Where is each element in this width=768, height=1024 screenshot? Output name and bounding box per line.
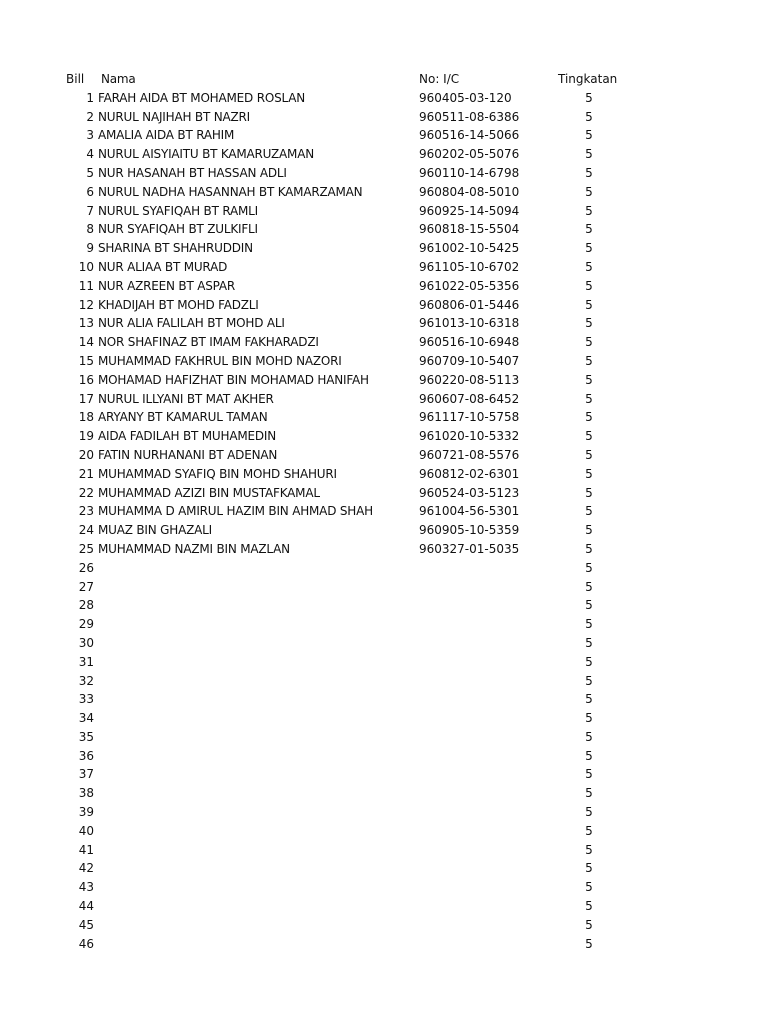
nama-cell: NUR ALIAA BT MURAD: [98, 259, 228, 274]
tingkatan-cell: 5: [585, 410, 593, 425]
ic-cell: 960516-14-5066: [419, 128, 520, 143]
nama-cell: NURUL NAJIHAH BT NAZRI: [98, 109, 250, 124]
bill-cell: 21: [78, 466, 94, 481]
bill-cell: 13: [78, 316, 94, 331]
tingkatan-cell: 5: [585, 372, 593, 387]
bill-cell: 33: [78, 692, 94, 707]
bill-cell: 18: [78, 410, 94, 425]
bill-cell: 19: [78, 429, 94, 444]
tingkatan-cell: 5: [585, 523, 593, 538]
table-row: [0, 502, 768, 521]
tingkatan-cell: 5: [585, 90, 593, 105]
tingkatan-cell: 5: [585, 466, 593, 481]
bill-cell: 25: [78, 541, 94, 556]
nama-cell: MUHAMMAD FAKHRUL BIN MOHD NAZORI: [98, 353, 342, 368]
tingkatan-cell: 5: [585, 504, 593, 519]
tingkatan-cell: 5: [585, 899, 593, 914]
tingkatan-cell: 5: [585, 880, 593, 895]
bill-cell: 15: [78, 353, 94, 368]
tingkatan-cell: 5: [585, 184, 593, 199]
table-row: [0, 408, 768, 427]
tingkatan-cell: 5: [585, 560, 593, 575]
nama-cell: MUHAMMAD AZIZI BIN MUSTAFKAMAL: [98, 485, 320, 500]
nama-cell: NURUL AISYIAITU BT KAMARUZAMAN: [98, 147, 314, 162]
bill-cell: 42: [78, 861, 94, 876]
bill-cell: 9: [86, 241, 94, 256]
ic-cell: 961105-10-6702: [419, 259, 520, 274]
tingkatan-cell: 5: [585, 786, 593, 801]
table-row: [0, 596, 768, 615]
bill-cell: 10: [78, 259, 94, 274]
tingkatan-cell: 5: [585, 917, 593, 932]
bill-cell: 28: [78, 598, 94, 613]
header-nama: Nama: [101, 72, 136, 86]
table-row: [0, 728, 768, 747]
bill-cell: 45: [78, 917, 94, 932]
ic-cell: 960806-01-5446: [419, 297, 520, 312]
bill-cell: 26: [78, 560, 94, 575]
table-row: [0, 709, 768, 728]
nama-cell: MOHAMAD HAFIZHAT BIN MOHAMAD HANIFAH: [98, 372, 369, 387]
tingkatan-cell: 5: [585, 429, 593, 444]
table-row: [0, 747, 768, 766]
tingkatan-cell: 5: [585, 222, 593, 237]
bill-cell: 1: [86, 90, 94, 105]
tingkatan-cell: 5: [585, 447, 593, 462]
bill-cell: 23: [78, 504, 94, 519]
table-row: [0, 371, 768, 390]
tingkatan-cell: 5: [585, 711, 593, 726]
table-row: [0, 427, 768, 446]
table-row: [0, 108, 768, 127]
nama-cell: NOR SHAFINAZ BT IMAM FAKHARADZI: [98, 335, 319, 350]
tingkatan-cell: 5: [585, 147, 593, 162]
nama-cell: KHADIJAH BT MOHD FADZLI: [98, 297, 259, 312]
table-row: [0, 578, 768, 597]
bill-cell: 43: [78, 880, 94, 895]
ic-cell: 960524-03-5123: [419, 485, 520, 500]
bill-cell: 12: [78, 297, 94, 312]
table-row: [0, 859, 768, 878]
nama-cell: NUR HASANAH BT HASSAN ADLI: [98, 165, 287, 180]
table-row: [0, 521, 768, 540]
ic-cell: 960709-10-5407: [419, 353, 520, 368]
nama-cell: AMALIA AIDA BT RAHIM: [98, 128, 235, 143]
table-row: [0, 822, 768, 841]
bill-cell: 34: [78, 711, 94, 726]
tingkatan-cell: 5: [585, 353, 593, 368]
bill-cell: 22: [78, 485, 94, 500]
ic-cell: 961117-10-5758: [419, 410, 520, 425]
table-row: [0, 784, 768, 803]
tingkatan-cell: 5: [585, 936, 593, 951]
bill-cell: 2: [86, 109, 94, 124]
bill-cell: 29: [78, 617, 94, 632]
table-row: [0, 296, 768, 315]
ic-cell: 960327-01-5035: [419, 541, 520, 556]
tingkatan-cell: 5: [585, 128, 593, 143]
bill-cell: 5: [86, 165, 94, 180]
table-row: [0, 803, 768, 822]
ic-cell: 960925-14-5094: [419, 203, 520, 218]
nama-cell: SHARINA BT SHAHRUDDIN: [98, 241, 253, 256]
table-row: [0, 465, 768, 484]
nama-cell: NUR AZREEN BT ASPAR: [98, 278, 236, 293]
tingkatan-cell: 5: [585, 259, 593, 274]
bill-cell: 38: [78, 786, 94, 801]
table-row: [0, 935, 768, 954]
tingkatan-cell: 5: [585, 805, 593, 820]
ic-cell: 960607-08-6452: [419, 391, 520, 406]
bill-cell: 7: [86, 203, 94, 218]
bill-cell: 46: [78, 936, 94, 951]
nama-cell: NUR ALIA FALILAH BT MOHD ALI: [98, 316, 285, 331]
tingkatan-cell: 5: [585, 729, 593, 744]
tingkatan-cell: 5: [585, 692, 593, 707]
tingkatan-cell: 5: [585, 823, 593, 838]
ic-cell: 961020-10-5332: [419, 429, 520, 444]
table-row: [0, 878, 768, 897]
ic-cell: 960511-08-6386: [419, 109, 520, 124]
tingkatan-cell: 5: [585, 335, 593, 350]
bill-cell: 14: [78, 335, 94, 350]
table-row: [0, 258, 768, 277]
bill-cell: 36: [78, 748, 94, 763]
ic-cell: 961022-05-5356: [419, 278, 520, 293]
table-row: [0, 653, 768, 672]
ic-cell: 961004-56-5301: [419, 504, 520, 519]
bill-cell: 44: [78, 899, 94, 914]
table-row: [0, 314, 768, 333]
tingkatan-cell: 5: [585, 278, 593, 293]
table-row: [0, 615, 768, 634]
bill-cell: 39: [78, 805, 94, 820]
table-row: [0, 333, 768, 352]
table-row: [0, 352, 768, 371]
ic-cell: 960110-14-6798: [419, 165, 520, 180]
table-row: [0, 164, 768, 183]
bill-cell: 17: [78, 391, 94, 406]
ic-cell: 961002-10-5425: [419, 241, 520, 256]
bill-cell: 41: [78, 842, 94, 857]
ic-cell: 960202-05-5076: [419, 147, 520, 162]
ic-cell: 960905-10-5359: [419, 523, 520, 538]
tingkatan-cell: 5: [585, 316, 593, 331]
table-row: [0, 446, 768, 465]
bill-cell: 24: [78, 523, 94, 538]
bill-cell: 37: [78, 767, 94, 782]
nama-cell: NURUL SYAFIQAH BT RAMLI: [98, 203, 258, 218]
table-row: [0, 145, 768, 164]
table-body: [0, 89, 768, 954]
header-ic: No: I/C: [419, 72, 460, 86]
nama-cell: FARAH AIDA BT MOHAMED ROSLAN: [98, 90, 306, 105]
nama-cell: NURUL NADHA HASANNAH BT KAMARZAMAN: [98, 184, 363, 199]
table-row: [0, 540, 768, 559]
tingkatan-cell: 5: [585, 654, 593, 669]
table-row: [0, 126, 768, 145]
bill-cell: 11: [78, 278, 94, 293]
bill-cell: 32: [78, 673, 94, 688]
table-row: [0, 202, 768, 221]
nama-cell: ARYANY BT KAMARUL TAMAN: [98, 410, 268, 425]
table-row: [0, 239, 768, 258]
nama-cell: MUAZ BIN GHAZALI: [98, 523, 212, 538]
nama-cell: NURUL ILLYANI BT MAT AKHER: [98, 391, 274, 406]
table-row: [0, 634, 768, 653]
tingkatan-cell: 5: [585, 579, 593, 594]
nama-cell: AIDA FADILAH BT MUHAMEDIN: [98, 429, 277, 444]
nama-cell: MUHAMMAD NAZMI BIN MAZLAN: [98, 541, 290, 556]
table-row: [0, 916, 768, 935]
bill-cell: 30: [78, 635, 94, 650]
nama-cell: MUHAMMA D AMIRUL HAZIM BIN AHMAD SHAH: [98, 504, 373, 519]
nama-cell: NUR SYAFIQAH BT ZULKIFLI: [98, 222, 258, 237]
tingkatan-cell: 5: [585, 203, 593, 218]
bill-cell: 3: [86, 128, 94, 143]
table-row: [0, 672, 768, 691]
tingkatan-cell: 5: [585, 241, 593, 256]
tingkatan-cell: 5: [585, 598, 593, 613]
bill-cell: 27: [78, 579, 94, 594]
header-tingkatan: Tingkatan: [558, 72, 618, 86]
table-row: [0, 765, 768, 784]
table-row: [0, 89, 768, 108]
tingkatan-cell: 5: [585, 485, 593, 500]
nama-cell: FATIN NURHANANI BT ADENAN: [98, 447, 278, 462]
tingkatan-cell: 5: [585, 767, 593, 782]
tingkatan-cell: 5: [585, 673, 593, 688]
table-row: [0, 559, 768, 578]
table-row: [0, 183, 768, 202]
table-row: [0, 277, 768, 296]
tingkatan-cell: 5: [585, 541, 593, 556]
bill-cell: 4: [86, 147, 94, 162]
tingkatan-cell: 5: [585, 861, 593, 876]
bill-cell: 20: [78, 447, 94, 462]
ic-cell: 960516-10-6948: [419, 335, 520, 350]
tingkatan-cell: 5: [585, 635, 593, 650]
tingkatan-cell: 5: [585, 748, 593, 763]
bill-cell: 8: [86, 222, 94, 237]
table-row: [0, 390, 768, 409]
bill-cell: 16: [78, 372, 94, 387]
ic-cell: 960721-08-5576: [419, 447, 520, 462]
table-header-row: [0, 70, 768, 89]
nama-cell: MUHAMMAD SYAFIQ BIN MOHD SHAHURI: [98, 466, 337, 481]
table-row: [0, 484, 768, 503]
tingkatan-cell: 5: [585, 391, 593, 406]
ic-cell: 960804-08-5010: [419, 184, 520, 199]
bill-cell: 6: [86, 184, 94, 199]
ic-cell: 960812-02-6301: [419, 466, 520, 481]
tingkatan-cell: 5: [585, 842, 593, 857]
ic-cell: 961013-10-6318: [419, 316, 520, 331]
tingkatan-cell: 5: [585, 617, 593, 632]
bill-cell: 40: [78, 823, 94, 838]
table-row: [0, 897, 768, 916]
ic-cell: 960405-03-120: [419, 90, 512, 105]
table-row: [0, 220, 768, 239]
table-row: [0, 841, 768, 860]
student-list-table: [0, 70, 768, 953]
ic-cell: 960220-08-5113: [419, 372, 520, 387]
table-row: [0, 690, 768, 709]
header-bill: Bill: [66, 72, 85, 86]
tingkatan-cell: 5: [585, 109, 593, 124]
tingkatan-cell: 5: [585, 297, 593, 312]
bill-cell: 31: [78, 654, 94, 669]
ic-cell: 960818-15-5504: [419, 222, 520, 237]
tingkatan-cell: 5: [585, 165, 593, 180]
bill-cell: 35: [78, 729, 94, 744]
